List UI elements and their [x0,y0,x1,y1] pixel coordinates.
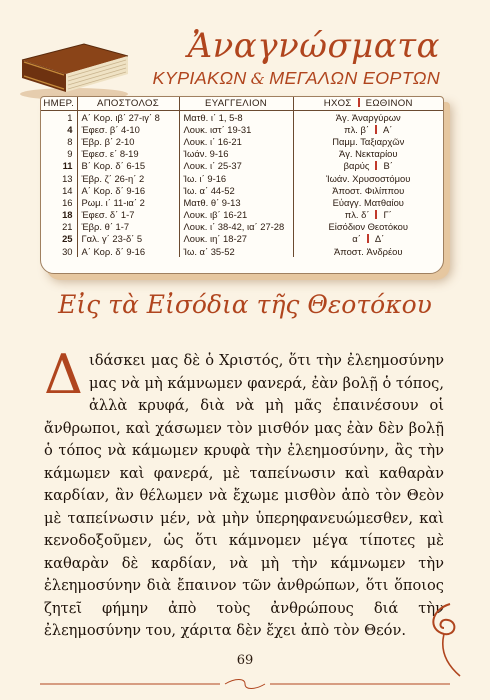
body-text [44,343,444,643]
page-subtitle [152,68,440,89]
cell-apostolos: Ἐφεσ. ε΄ 8-19 [77,148,179,160]
table-row [41,111,443,124]
cell-echos: πλ. δ΄ [344,209,370,221]
divider-bar [358,98,360,107]
cell-apostolos: Ἑβρ. β΄ 2-10 [77,135,179,147]
cell-day: 21 [41,221,77,233]
subtitle-right: ΜΕΓΑΛΩΝ ΕΟΡΤΩΝ [269,68,440,88]
cell-evangelion: Λουκ. ι΄ 38-42, ια΄ 27-28 [179,221,293,233]
cell-echos: Ἁγ. Ἀναργύρων [335,111,401,123]
table-row [41,172,443,184]
table-row [41,135,443,147]
cell-echos-eothinon [293,209,443,221]
cell-echos: Ἰωάν. Χρυσοστόμου [326,172,411,184]
cell-apostolos: Ἑβρ. ζ΄ 26-η΄ 2 [77,172,179,184]
cell-eothinon: Β΄ [383,160,393,172]
readings-table-box [40,96,444,274]
table-row [41,123,443,135]
table-row [41,209,443,221]
cell-evangelion: Λουκ. ιστ΄ 19-31 [179,123,293,135]
header-evangelion: ΕΥΑΓΓΕΛΙΟΝ [179,97,293,111]
header-echos-eothinon [293,97,443,111]
cell-evangelion: Ἰω. α΄ 35-52 [179,245,293,257]
cell-apostolos: Ρωμ. ι΄ 11-ια΄ 2 [77,196,179,208]
table-row [41,160,443,172]
cell-echos: Ἀποστ. Φιλίππου [332,184,405,196]
cell-evangelion: Ἰωάν. 9-16 [179,148,293,160]
cell-eothinon: Δ΄ [374,233,385,245]
cell-echos-eothinon [293,233,443,245]
table-row [41,245,443,257]
subtitle-left: ΚΥΡΙΑΚΩΝ [152,68,247,88]
cell-echos: α΄ [352,233,361,245]
header-echos: ΗΧΟΣ [323,98,352,109]
cell-eothinon: Γ΄ [383,209,392,221]
cell-day: 13 [41,172,77,184]
readings-table [41,97,443,257]
header-eothinon: ΕΩΘΙΝΟΝ [365,98,413,109]
body-paragraph: ιδάσκει μας δὲ ὁ Χριστός, ὅτι τὴν ἐλεημοσύνην μας νὰ μὴ κάμνωμεν φανερά, ἐὰν βολῇ ὁ τόπος, ἀλλὰ κρυφά, διὰ νὰ μὴ μᾶς ἐπαινέσουν οἱ ἄνθρωποι, καὶ χάσωμεν τὸν μισθόν μας ἐὰν δὲν βολῇ ὁ τόπος νὰ κάμωμεν κρυφὰ τὴν ἐλεημοσύνην, ἂς τὴν κάμωμεν καὶ φανερά, μὲ ταπείνωσιν καὶ καθαρὰν καρδίαν, ἂν θέλωμεν νὰ ἔχωμε μισθὸν ἀπὸ τὸν Θεὸν μὲ ταπείνωσιν μέν, νὰ μὴν ὑπερηφανευώμεσθεν, καὶ κενοδοξοῦμεν, ὡς ὅτι κάμνομεν μέγα τίποτες μὲ καθαρὰν δὲ καρδίαν, νὰ μὴ τὴν κάμνωμεν τὴν ἐλεημοσύνην διὰ ἔπαινον τῶν ἀνθρώπων, ὅτι ὅποιος ζητεῖ φήμην ἀπὸ τοὺς ἀνθρώπους διά τὴν ἐλεημοσύνην του, χάριτα δὲν ἔχει ἀπὸ τὸν Θεόν. [44,352,444,639]
cell-echos: Ἀποστ. Ἀνδρέου [333,245,403,257]
cell-echos-eothinon [293,123,443,135]
cell-day: 30 [41,245,77,257]
cell-evangelion: Λουκ. ιβ΄ 16-21 [179,209,293,221]
cell-apostolos: Ἐφεσ. β΄ 4-10 [77,123,179,135]
divider-bar [367,234,369,243]
cell-echos: Εὐαγγ. Ματθαίου [332,196,404,208]
cell-apostolos: Β΄ Κορ. δ΄ 6-15 [77,160,179,172]
cell-echos-eothinon [293,160,443,172]
cell-day: 14 [41,184,77,196]
cell-echos: βαρύς [343,160,370,172]
cell-apostolos: Γαλ. γ΄ 23-δ΄ 5 [77,233,179,245]
cell-echos: Ἁγ. Νεκταρίου [338,148,398,160]
cell-evangelion: Λουκ. ιη΄ 18-27 [179,233,293,245]
table-row [41,221,443,233]
page-divider [40,678,450,690]
cell-echos: Παμμ. Ταξιαρχῶν [332,135,405,147]
page-number: 69 [236,653,254,668]
cell-day: 16 [41,196,77,208]
page-title: Ἀναγνώσματα [187,26,440,66]
cell-day: 4 [41,123,77,135]
cell-evangelion: Λουκ. ι΄ 25-37 [179,160,293,172]
table-row [41,148,443,160]
cell-day: 11 [41,160,77,172]
cell-echos: πλ. β΄ [344,123,369,135]
divider-bar [375,161,377,170]
cell-evangelion: Ματθ. ι΄ 1, 5-8 [179,111,293,124]
cell-day: 25 [41,233,77,245]
divider-bar [375,210,377,219]
cell-evangelion: Ἰω. ι΄ 9-16 [179,172,293,184]
table-row [41,184,443,196]
cell-day: 1 [41,111,77,124]
cell-apostolos: Ἐφεσ. δ΄ 1-7 [77,209,179,221]
divider-bar [375,125,377,134]
cell-apostolos: Α΄ Κορ. δ΄ 9-16 [77,184,179,196]
cell-day: 18 [41,209,77,221]
table-row [41,196,443,208]
cell-day: 9 [41,148,77,160]
cell-day: 8 [41,135,77,147]
book-icon [14,30,134,102]
cell-apostolos: Α΄ Κορ. δ΄ 9-16 [77,245,179,257]
cell-echos: Εἰσόδιον Θεοτόκου [328,221,409,233]
cell-apostolos: Α΄ Κορ. ιβ΄ 27-ιγ΄ 8 [77,111,179,124]
section-heading: Εἰς τὰ Εἰσόδια τῆς Θεοτόκου [58,290,432,319]
header-day: ΗΜΕΡ. [41,97,77,111]
cell-apostolos: Ἑβρ. θ΄ 1-7 [77,221,179,233]
cell-evangelion: Ἰω. α΄ 44-52 [179,184,293,196]
flourish-ornament [410,600,470,680]
table-row [41,233,443,245]
subtitle-ampersand: & [250,69,266,88]
cell-evangelion: Λουκ. ι΄ 16-21 [179,135,293,147]
header-apostolos: ΑΠΟΣΤΟΛΟΣ [77,97,179,111]
drop-cap: Δ [44,343,83,406]
table-header-row [41,97,443,111]
cell-eothinon: Α΄ [383,123,393,135]
cell-evangelion: Ματθ. θ΄ 9-13 [179,196,293,208]
